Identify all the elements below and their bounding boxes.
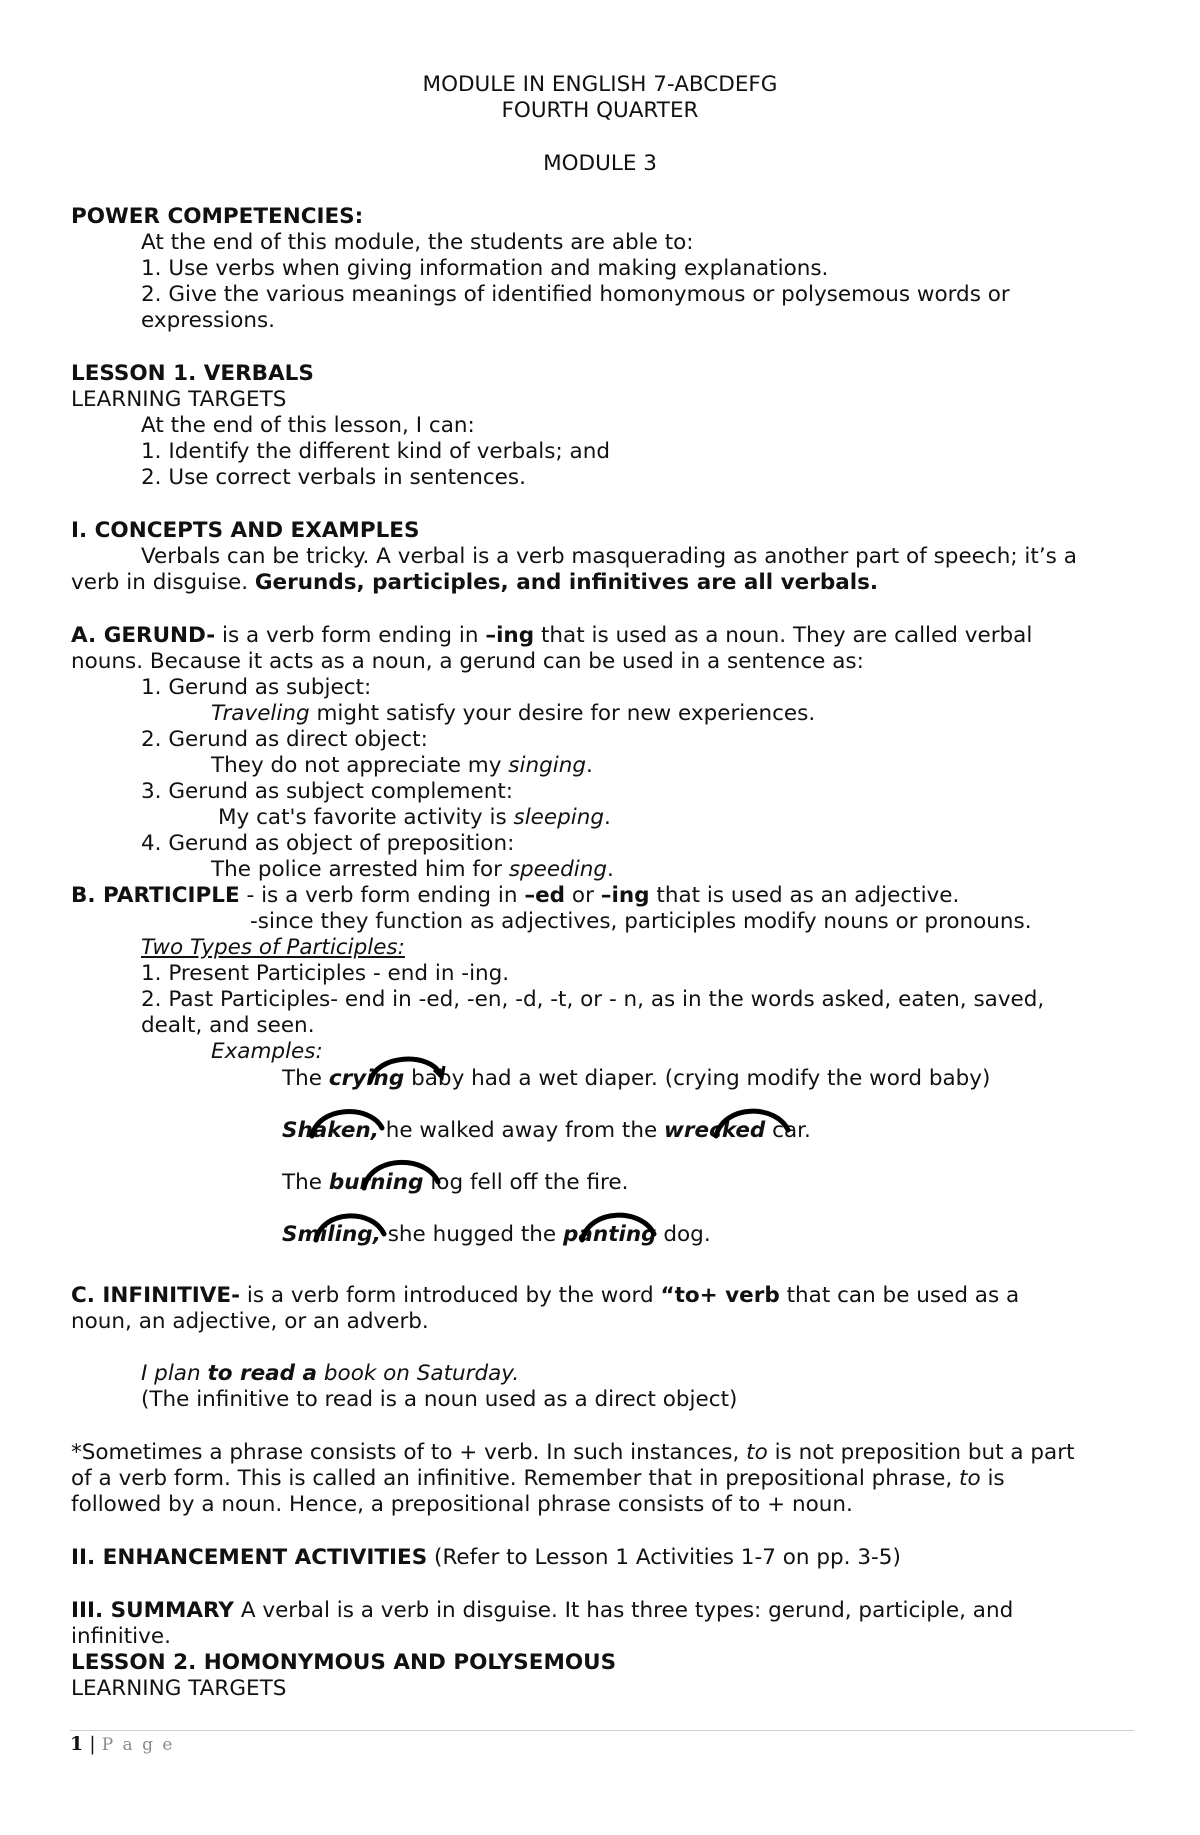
lesson1-heading: LESSON 1. VERBALS xyxy=(71,361,314,386)
quarter-title: FOURTH QUARTER xyxy=(501,98,699,123)
lesson2-heading: LESSON 2. HOMONYMOUS AND POLYSEMOUS xyxy=(71,1650,617,1675)
gerund-example-1: Traveling might satisfy your desire for new experiences. xyxy=(211,701,816,726)
infinitive-label: C. INFINITIVE- xyxy=(71,1283,241,1308)
module-number: MODULE 3 xyxy=(543,151,657,176)
competencies-heading: POWER COMPETENCIES: xyxy=(71,204,364,229)
summary-line1: III. SUMMARY A verbal is a verb in disguise. It has three types: gerund, participle, and xyxy=(71,1598,1014,1623)
gerund-example-3: My cat's favorite activity is sleeping. xyxy=(218,805,611,830)
gerund-example-2: They do not appreciate my singing. xyxy=(211,753,593,778)
participle-type-2-cont: dealt, and seen. xyxy=(141,1013,315,1038)
examples-label: Examples: xyxy=(211,1039,323,1064)
competency-item-2-cont: expressions. xyxy=(141,308,276,333)
gerund-definition-line2: nouns. Because it acts as a noun, a gerund can be used in a sentence as: xyxy=(71,649,864,674)
participle-type-1: 1. Present Participles - end in -ing. xyxy=(141,961,510,986)
competencies-intro: At the end of this module, the students are able to: xyxy=(141,230,694,255)
arc-arrow-shaken xyxy=(304,1100,388,1140)
lesson2-targets: LEARNING TARGETS xyxy=(71,1676,287,1701)
gerund-use-1: 1. Gerund as subject: xyxy=(141,675,372,700)
participle-example-4: Smiling, she hugged the panting dog. xyxy=(282,1222,711,1247)
infinitive-note-line3: followed by a noun. Hence, a prepositional phrase consists of to + noun. xyxy=(71,1492,853,1517)
lesson1-intro: At the end of this lesson, I can: xyxy=(141,413,475,438)
enhancement-heading: II. ENHANCEMENT ACTIVITIES xyxy=(71,1545,428,1570)
arc-arrow-smiling xyxy=(310,1204,390,1244)
infinitive-example: I plan to read a book on Saturday. xyxy=(141,1361,520,1386)
competency-item-1: 1. Use verbs when giving information and making explanations. xyxy=(141,256,829,281)
gerund-example-4: The police arrested him for speeding. xyxy=(211,857,614,882)
infinitive-explanation: (The infinitive to read is a noun used as a direct object) xyxy=(141,1387,738,1412)
infinitive-definition: C. INFINITIVE- is a verb form introduced by the word “to+ verb that can be used as a xyxy=(71,1283,1020,1308)
participle-note: -since they function as adjectives, participles modify nouns or pronouns. xyxy=(250,909,1032,934)
module-title: MODULE IN ENGLISH 7-ABCDEFG xyxy=(422,72,778,97)
page-label: P a g e xyxy=(101,1735,175,1755)
participle-example-2: Shaken, he walked away from the wrecked car. xyxy=(282,1118,811,1143)
arc-arrow-wrecked xyxy=(708,1100,794,1140)
lesson1-targets: LEARNING TARGETS xyxy=(71,387,287,412)
infinitive-note-line2: of a verb form. This is called an infinitive. Remember that in prepositional phrase, to is xyxy=(71,1466,1005,1491)
page-footer: 1 | P a g e xyxy=(70,1733,175,1755)
participle-definition: B. PARTICIPLE - is a verb form ending in –ed or –ing that is used as an adjective. xyxy=(71,883,960,908)
participle-type-2: 2. Past Participles- end in -ed, -en, -d, -t, or - n, as in the words asked, eaten, saved, xyxy=(141,987,1045,1012)
summary-heading: III. SUMMARY xyxy=(71,1598,234,1623)
participle-example-3: The burning log fell off the fire. xyxy=(282,1170,629,1195)
arc-arrow-crying xyxy=(364,1048,446,1086)
page-number: 1 xyxy=(70,1733,84,1755)
arc-arrow-panting xyxy=(574,1204,660,1244)
footer-divider xyxy=(70,1730,1134,1731)
summary-line2: infinitive. xyxy=(71,1624,171,1649)
gerund-definition: A. GERUND- is a verb form ending in –ing that is used as a noun. They are called verbal xyxy=(71,623,1033,648)
infinitive-definition-line2: noun, an adjective, or an adverb. xyxy=(71,1309,429,1334)
concepts-paragraph-line1: Verbals can be tricky. A verbal is a verb masquerading as another part of speech; it’s a xyxy=(141,544,1077,569)
lesson1-target-2: 2. Use correct verbals in sentences. xyxy=(141,465,526,490)
participle-types-heading: Two Types of Participles: xyxy=(141,935,405,960)
arc-arrow-burning xyxy=(356,1152,444,1192)
concepts-paragraph-line2: verb in disguise. Gerunds, participles, and infinitives are all verbals. xyxy=(71,570,879,595)
gerund-use-2: 2. Gerund as direct object: xyxy=(141,727,428,752)
concepts-heading: I. CONCEPTS AND EXAMPLES xyxy=(71,518,420,543)
enhancement-activities: II. ENHANCEMENT ACTIVITIES (Refer to Lesson 1 Activities 1-7 on pp. 3-5) xyxy=(71,1545,901,1570)
gerund-label: A. GERUND- xyxy=(71,623,216,648)
lesson1-target-1: 1. Identify the different kind of verbals; and xyxy=(141,439,611,464)
gerund-use-3: 3. Gerund as subject complement: xyxy=(141,779,514,804)
participle-example-1: The crying baby had a wet diaper. (crying modify the word baby) xyxy=(282,1066,991,1091)
infinitive-note-line1: *Sometimes a phrase consists of to + verb. In such instances, to is not preposition but a part xyxy=(71,1440,1075,1465)
participle-label: B. PARTICIPLE xyxy=(71,883,240,908)
competency-item-2: 2. Give the various meanings of identified homonymous or polysemous words or xyxy=(141,282,1010,307)
gerund-use-4: 4. Gerund as object of preposition: xyxy=(141,831,515,856)
